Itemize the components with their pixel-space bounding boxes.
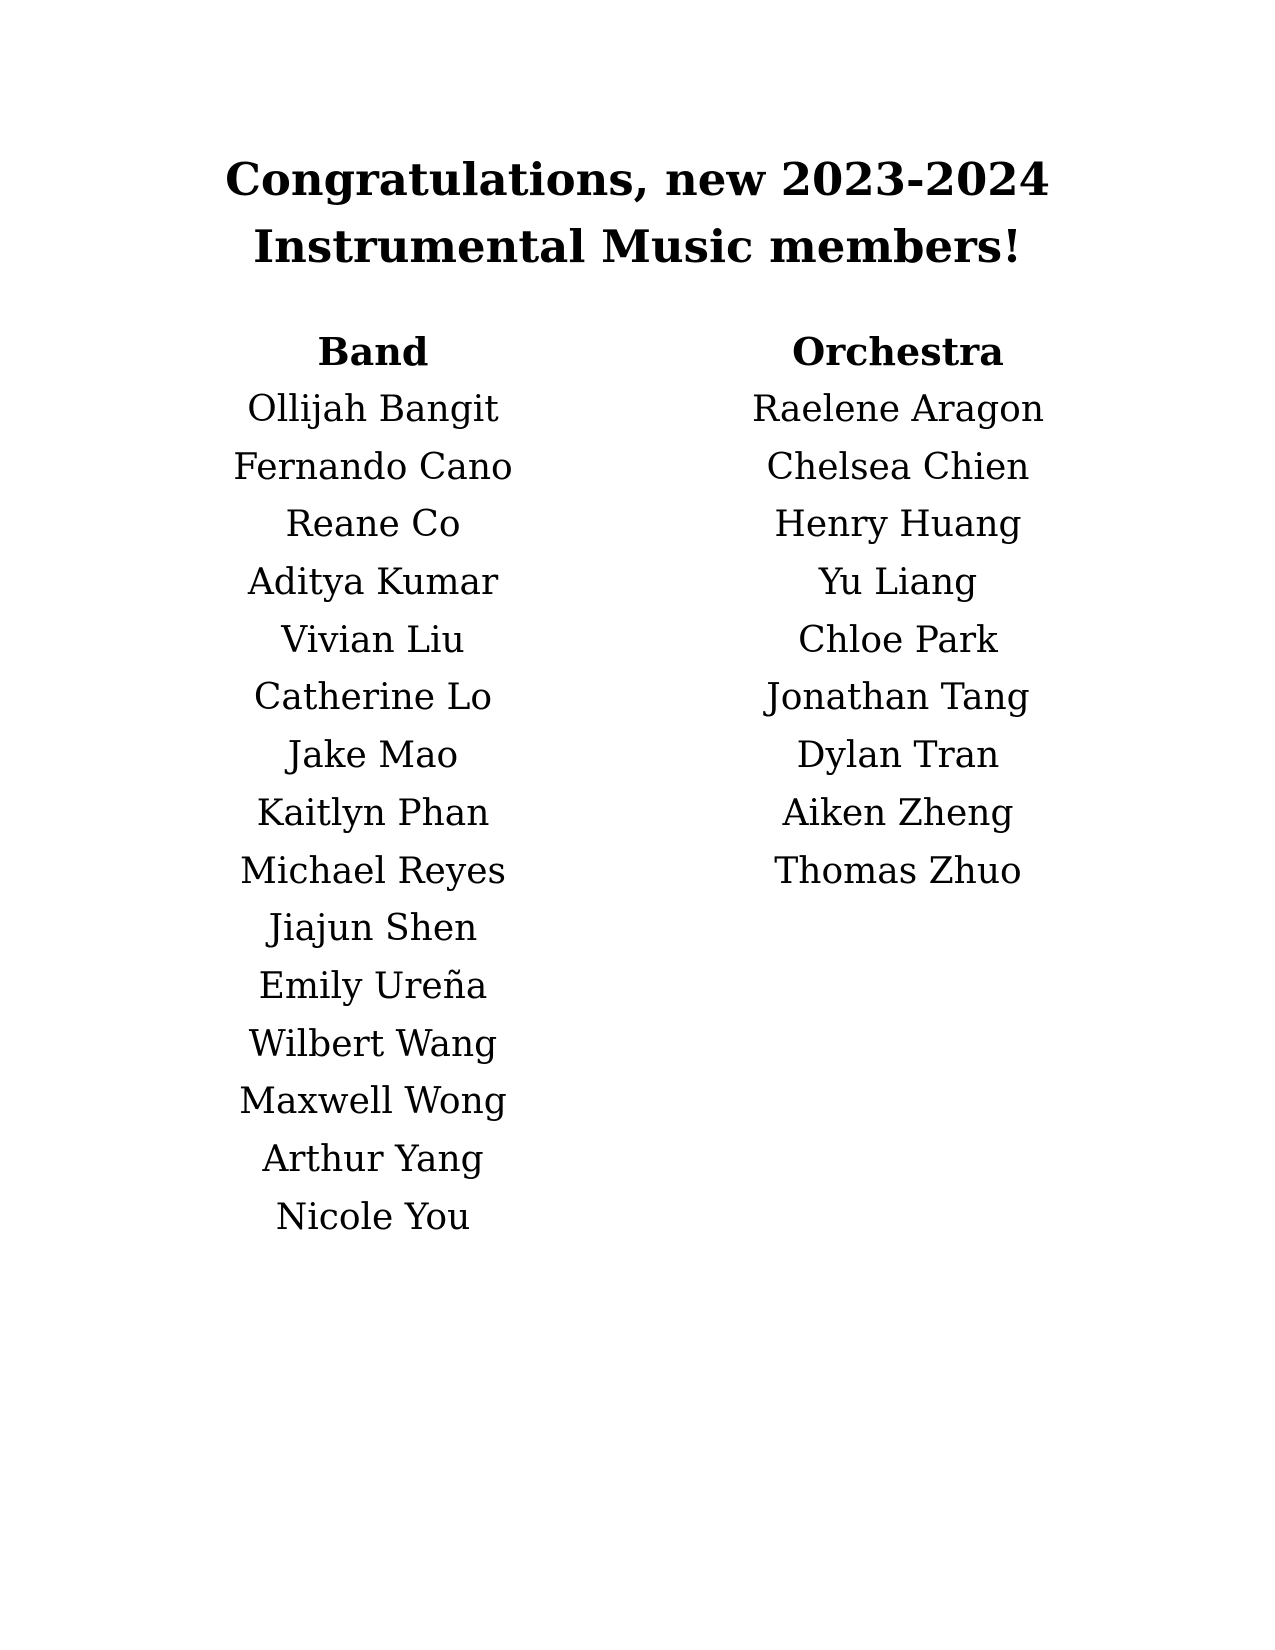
- orchestra-member-list: [688, 381, 1108, 900]
- orchestra-member: Chelsea Chien: [766, 446, 1030, 488]
- page-title: [0, 146, 1275, 280]
- orchestra-member: Aiken Zheng: [782, 792, 1014, 834]
- band-member: Aditya Kumar: [247, 562, 499, 604]
- band-member: Jake Mao: [287, 735, 459, 777]
- band-member: Emily Ureña: [258, 965, 488, 1007]
- band-column: [163, 323, 583, 1246]
- band-member: Fernando Cano: [233, 446, 513, 488]
- band-member-list: [163, 381, 583, 1246]
- band-heading: Band: [317, 329, 429, 374]
- band-member: Kaitlyn Phan: [256, 792, 490, 834]
- orchestra-member: Yu Liang: [818, 562, 978, 604]
- title-line-1: Congratulations, new 2023-2024: [225, 153, 1050, 206]
- orchestra-member: Jonathan Tang: [766, 677, 1030, 719]
- orchestra-column: [688, 323, 1108, 900]
- band-member: Arthur Yang: [262, 1138, 484, 1180]
- band-member: Jiajun Shen: [268, 908, 478, 950]
- band-member: Nicole You: [275, 1196, 471, 1238]
- orchestra-member: Dylan Tran: [796, 735, 1000, 777]
- orchestra-member: Thomas Zhuo: [774, 850, 1022, 892]
- orchestra-member: Chloe Park: [798, 619, 998, 661]
- band-member: Michael Reyes: [240, 850, 506, 892]
- orchestra-member: Henry Huang: [774, 504, 1022, 546]
- band-member: Vivian Liu: [281, 619, 465, 661]
- band-member: Wilbert Wang: [248, 1023, 498, 1065]
- orchestra-heading: Orchestra: [792, 329, 1004, 374]
- orchestra-member: Raelene Aragon: [751, 389, 1045, 430]
- band-member: Reane Co: [285, 504, 461, 546]
- band-member: Maxwell Wong: [239, 1081, 507, 1123]
- band-member: Catherine Lo: [253, 677, 493, 719]
- band-member: Ollijah Bangit: [247, 389, 499, 430]
- title-line-2: Instrumental Music members!: [253, 220, 1022, 273]
